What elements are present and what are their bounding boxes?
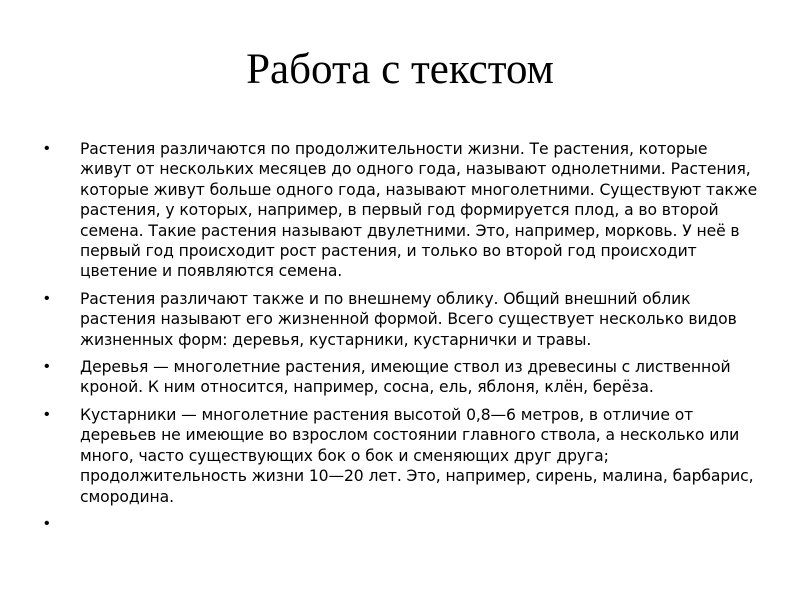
bullet-text: Растения различают также и по внешнему облику. Общий внешний облик растения называют его жизненной формой. Всего существует несколько видов жизненных форм: деревья, кустарники, кустарнички и травы.	[80, 289, 737, 349]
bullet-text: Кустарники — многолетние растения высотой 0,8—6 метров, в отличие от деревьев не имеющие во взрослом состоянии главного ствола, а несколько или много, часто существующих бок о бок и сменяющих друг друга; продолжительность жизни 10—20 лет. Это, например, сирень, малина, барбарис, смородина.	[80, 405, 754, 506]
bullet-dot-icon: •	[44, 289, 50, 307]
bullet-dot-icon: •	[44, 140, 50, 157]
bullet-item	[42, 405, 762, 507]
bullet-item	[42, 289, 762, 350]
bullet-dot-icon: •	[44, 514, 50, 532]
bullet-dot-icon: •	[44, 405, 50, 423]
bullet-item-empty	[42, 514, 762, 534]
bullet-item	[42, 357, 762, 398]
bullet-dot-icon: •	[44, 358, 50, 376]
bullet-text: Растения различаются по продолжительности жизни. Те растения, которые живут от нескольких месяцев до одного года, называют однолетними. Растения, которые живут больше одного года, называют многолетними. Существуют также растения, у которых, например, в первый год формируется плод, а во второй семена. Такие растения называют двулетними. Это, например, морковь. У неё в первый год происходит рост растения, и только во второй год происходит цветение и появляются семена.	[80, 140, 758, 281]
bullet-list	[42, 139, 762, 541]
bullet-item	[42, 139, 762, 282]
bullet-text: Деревья — многолетние растения, имеющие ствол из древесины с лиственной кроной. К ним относится, например, сосна, ель, яблоня, клён, берёза.	[80, 358, 731, 397]
slide-title: Работа с текстом	[246, 46, 554, 93]
